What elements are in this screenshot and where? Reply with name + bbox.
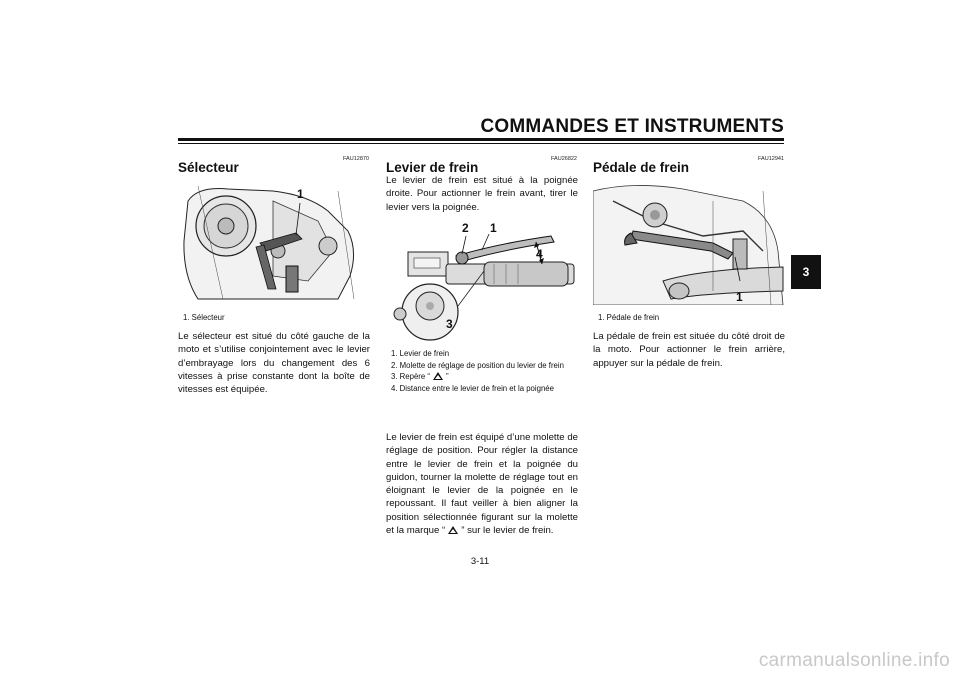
- figure-label-4: 4: [536, 247, 543, 261]
- section-title-pedale: Pédale de frein: [593, 160, 690, 175]
- section-title-levier: Levier de frein: [386, 160, 479, 175]
- figure-label-1: 1: [736, 290, 743, 304]
- header-rule-thin: [178, 143, 784, 144]
- caption-levier-1: 1. Levier de frein: [391, 349, 450, 358]
- caption-levier-2: 2. Molette de réglage de position du levier de frein: [391, 360, 564, 370]
- body-pedale: La pédale de frein est située du côté droit de la moto. Pour actionner le frein arrière, appuyer sur la pédale de frein.: [593, 331, 785, 369]
- intro-levier: Le levier de frein est situé à la poignée droite. Pour actionner le frein avant, tirer le levier vers la poignée.: [386, 175, 578, 213]
- caption-selecteur: 1. Sélecteur: [183, 313, 225, 322]
- body-selecteur: Le sélecteur est situé du côté gauche de la moto et s’utilise conjointement avec le levier d’embrayage lors du changement des 6 vitesses à prise constante dont la boîte de vitesses est équipée.: [178, 331, 370, 396]
- triangle-mark-icon: [448, 526, 458, 534]
- caption-levier-3-suffix: ”: [446, 372, 449, 381]
- body-levier-before: Le levier de frein est équipé d’une molette de réglage de position. Pour régler la distance entre le levier de frein et la poignée du guidon, tourner la molette de réglage tout en éloignant le levier de la poignée en le repoussant. Il faut veiller à bien aligner la position sélectionnée figurant sur la molette et la marque “: [386, 432, 578, 537]
- levier-illustration: [386, 216, 578, 342]
- figure-label-3: 3: [446, 317, 453, 331]
- body-levier: [386, 431, 578, 537]
- figure-label-2: 2: [462, 221, 469, 235]
- figure-levier: [386, 216, 578, 342]
- caption-levier-4: 4. Distance entre le levier de frein et la poignée: [391, 383, 554, 393]
- selecteur-illustration: [178, 181, 370, 305]
- watermark: carmanualsonline.info: [758, 650, 950, 671]
- body-levier-after: ” sur le levier de frein.: [461, 525, 554, 537]
- chapter-tab: 3: [791, 255, 821, 289]
- caption-list-levier: [391, 349, 583, 395]
- figure-label-1: 1: [297, 187, 304, 201]
- figure-label-1: 1: [490, 221, 497, 235]
- caption-pedale: 1. Pédale de frein: [598, 313, 660, 322]
- section-title-selecteur: Sélecteur: [178, 160, 239, 175]
- page-number: 3-11: [470, 556, 490, 567]
- section-code-levier: FAU26822: [551, 156, 577, 162]
- caption-levier-3: [391, 372, 583, 383]
- section-code-selecteur: FAU12870: [343, 156, 369, 162]
- section-code-pedale: FAU12941: [758, 156, 784, 162]
- figure-selecteur: [178, 181, 370, 305]
- pedale-illustration: [593, 181, 785, 305]
- triangle-mark-icon: [433, 372, 443, 380]
- figure-pedale: [593, 181, 785, 305]
- page-header-title: COMMANDES ET INSTRUMENTS: [480, 116, 784, 137]
- caption-levier-3-text: 3. Repère “: [391, 372, 431, 381]
- header-rule-thick: [178, 138, 784, 141]
